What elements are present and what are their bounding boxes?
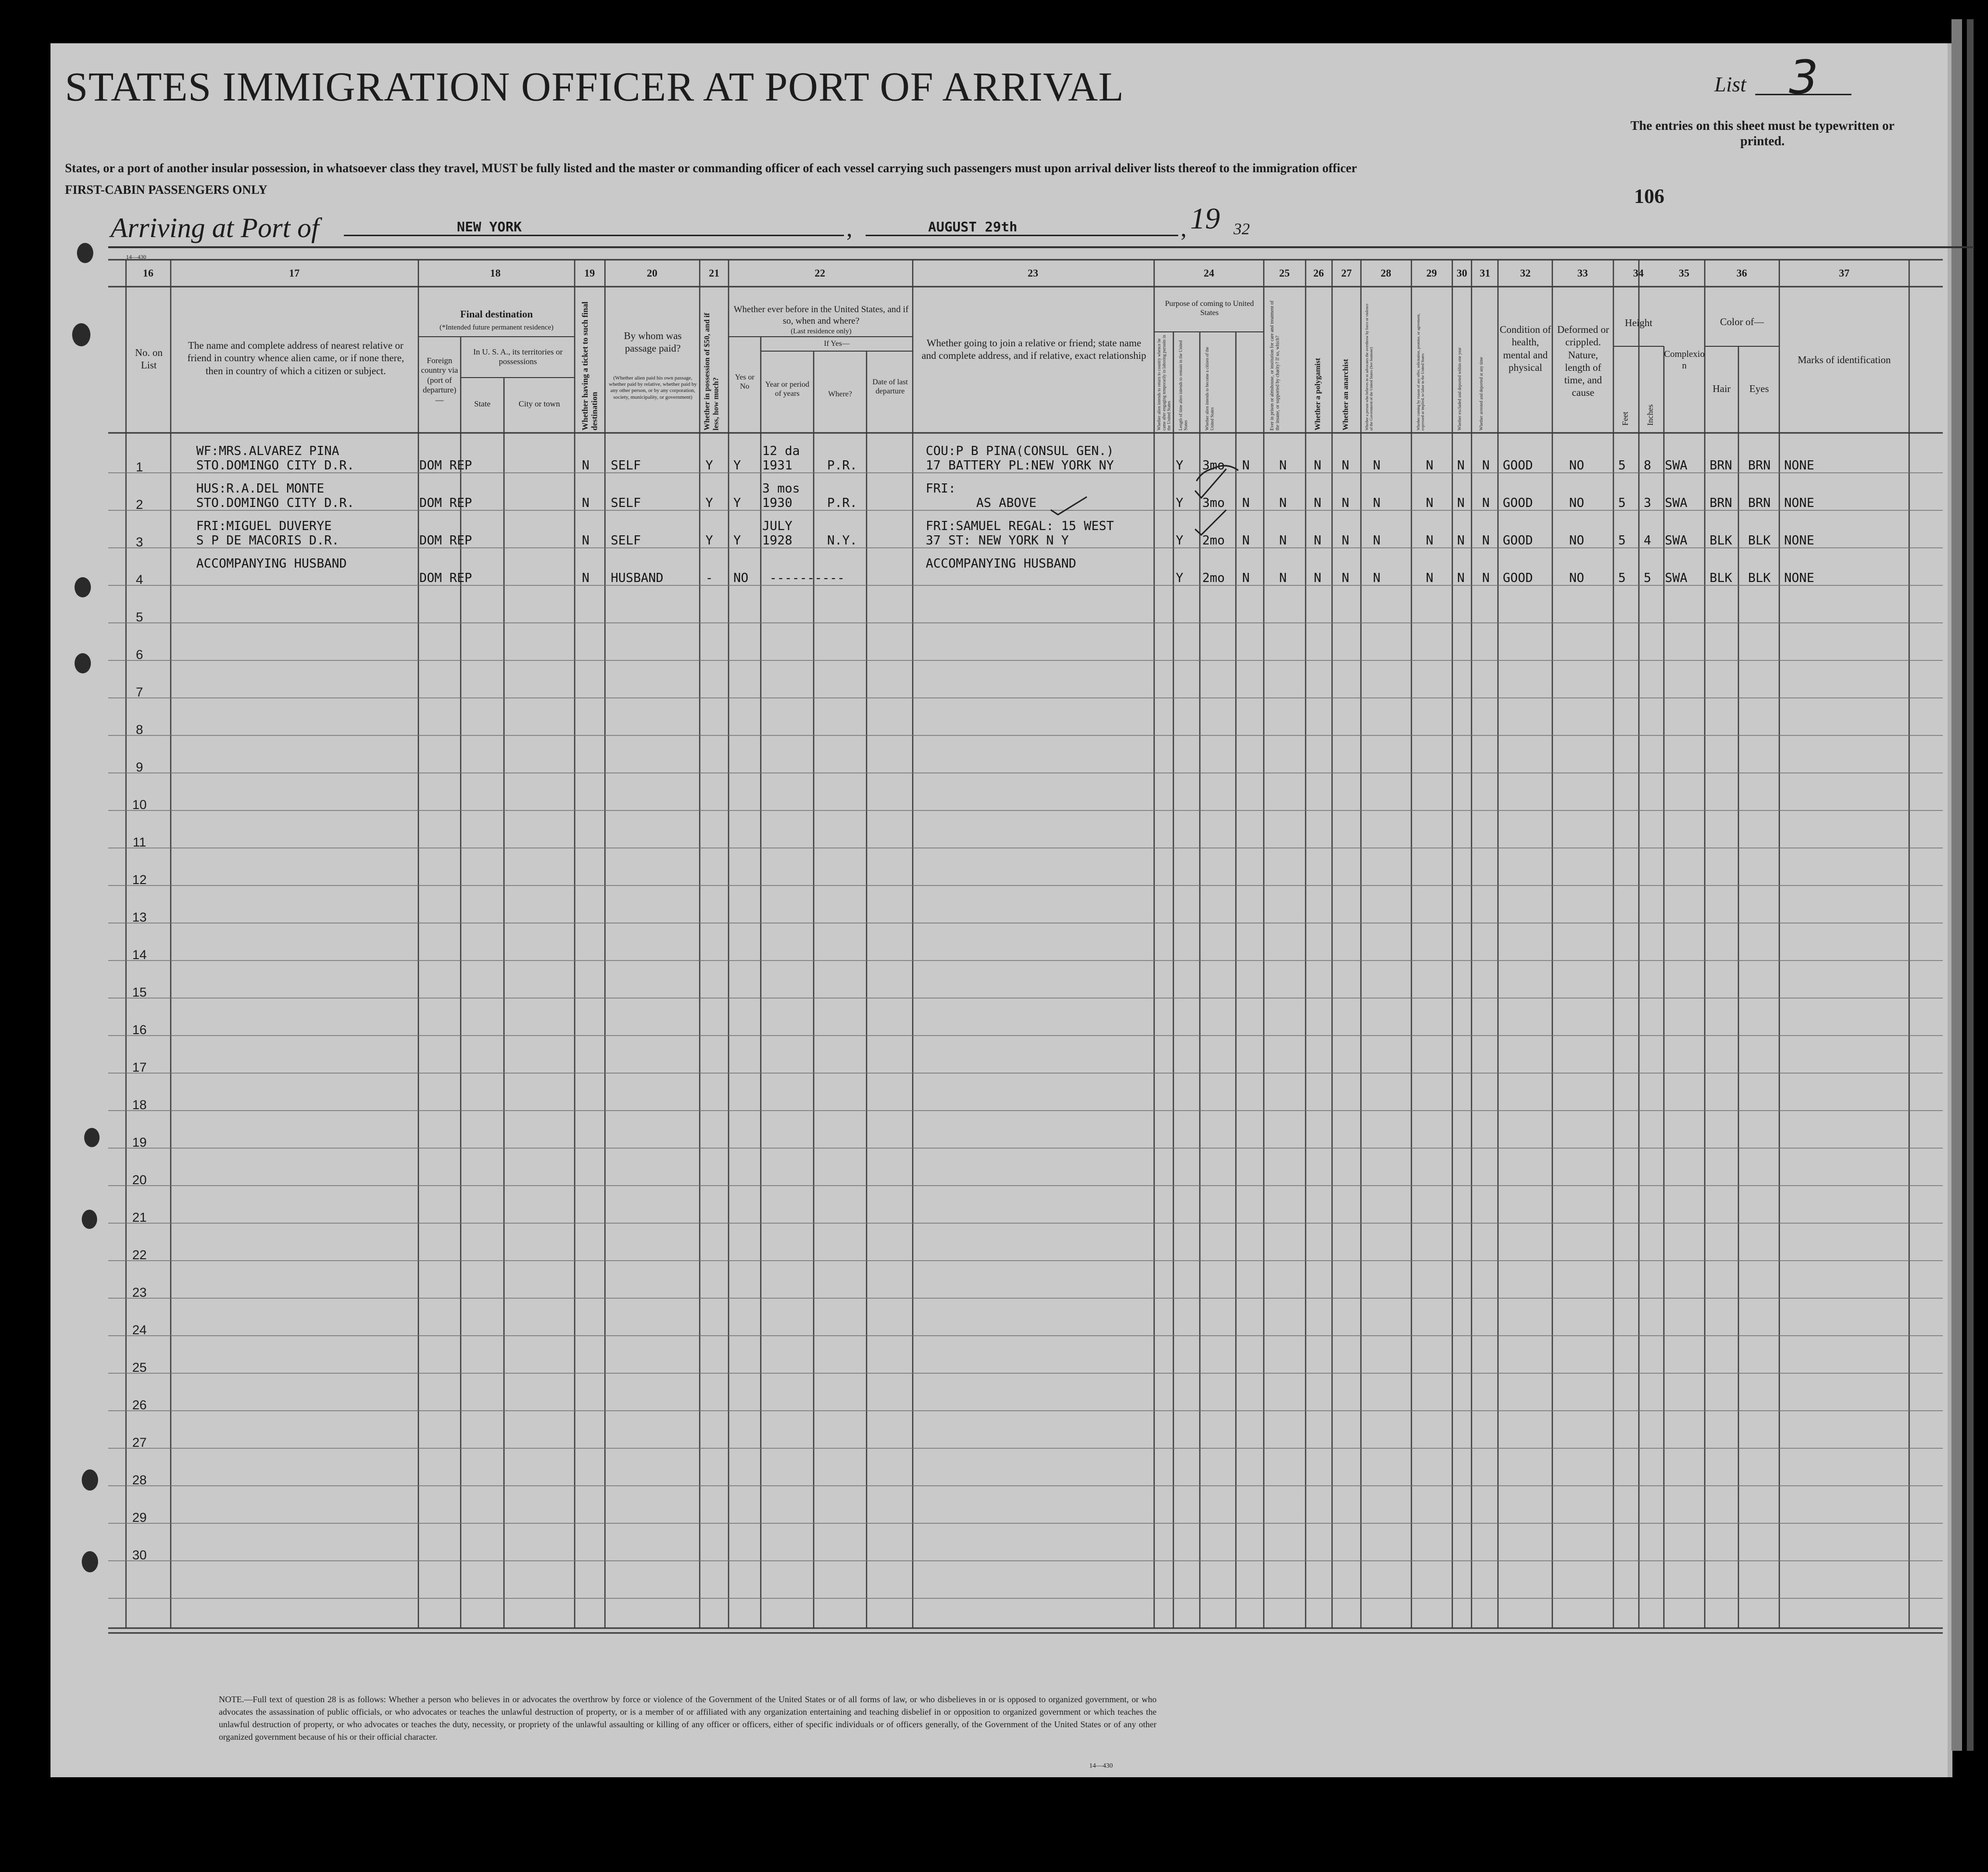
- entry-period-line2: ----------: [769, 571, 845, 585]
- check-marks: [1193, 447, 1260, 553]
- row-number: 12: [132, 873, 147, 887]
- row-number: 29: [132, 1510, 147, 1525]
- entry-p1: Y: [1176, 533, 1183, 548]
- entry-period-line2: 1930: [762, 496, 793, 510]
- entry-q28: N: [1373, 533, 1381, 548]
- entry-q27: N: [1342, 496, 1349, 510]
- entry-join-line2: 37 ST: NEW YORK N Y: [926, 533, 1069, 548]
- entry-join-line1: ACCOMPANYING HUSBAND: [926, 557, 1077, 571]
- header-possession-50: Whether in possession of $50, and if less, how much?: [703, 313, 720, 430]
- entry-deformed: NO: [1569, 458, 1585, 473]
- header-q28: Whether a person who believes in or advocates the overthrow by force or violence of the Government of the United States (See footnote): [1365, 304, 1374, 430]
- entry-health: GOOD: [1503, 496, 1533, 510]
- column-number: 37: [1839, 267, 1850, 279]
- header-feet: Feet: [1621, 411, 1630, 426]
- row-number: 15: [132, 985, 147, 999]
- header-purpose-citizen: Whether alien intends to become a citizen of the United States: [1205, 347, 1215, 430]
- row-number: 21: [132, 1210, 147, 1225]
- entry-complexion: SWA: [1665, 458, 1687, 473]
- row-number: 23: [132, 1285, 147, 1300]
- entry-where: P.R.: [827, 458, 857, 473]
- row-number: 25: [132, 1360, 147, 1375]
- header-anarchist: Whether an anarchist: [1342, 359, 1350, 430]
- comma: ,: [1181, 215, 1187, 241]
- column-number: 31: [1480, 267, 1490, 279]
- entry-q27: N: [1342, 458, 1349, 473]
- column-number: 36: [1736, 267, 1747, 279]
- list-number: 3: [1789, 51, 1819, 104]
- column-number: 20: [647, 267, 657, 279]
- corner-form-number: 14—430: [126, 253, 146, 260]
- entry-q25: N: [1279, 571, 1287, 585]
- class-line: FIRST-CABIN PASSENGERS ONLY: [65, 183, 267, 197]
- header-purpose: Purpose of coming to United States: [1165, 300, 1254, 317]
- entry-health: GOOD: [1503, 571, 1533, 585]
- entry-paid: SELF: [611, 496, 641, 510]
- entry-q26: N: [1314, 533, 1321, 548]
- entry-feet: 5: [1618, 496, 1626, 510]
- entry-q28: N: [1373, 571, 1381, 585]
- row-number: 26: [132, 1398, 147, 1412]
- date-value: AUGUST 29th: [928, 219, 1018, 235]
- row-number: 10: [132, 797, 147, 812]
- entry-deformed: NO: [1569, 496, 1585, 510]
- entry-q30: N: [1457, 533, 1465, 548]
- row-number: 20: [132, 1173, 147, 1187]
- header-prison: Ever in prison or almshouse, or institution for care and treatment of the insane, or supported by charity? If so, which?: [1270, 301, 1281, 430]
- entry-where: P.R.: [827, 496, 857, 510]
- entry-q27: N: [1342, 533, 1349, 548]
- column-number: 22: [815, 267, 825, 279]
- entry-q25: N: [1279, 458, 1287, 473]
- entry-p2: 3mo: [1202, 458, 1225, 473]
- header-year-or-period: Year or period of years: [765, 380, 809, 398]
- header-marks: Marks of identification: [1798, 354, 1891, 366]
- column-number: 25: [1279, 267, 1290, 279]
- entry-inches: 3: [1644, 496, 1651, 510]
- header-q31: Whether arrested and deported at any time: [1479, 357, 1484, 430]
- entry-p1: Y: [1176, 496, 1183, 510]
- row-number: 14: [132, 948, 147, 962]
- entry-dest: DOM REP: [419, 571, 472, 585]
- header-final-destination: Final destination: [460, 308, 533, 320]
- row-number: 5: [136, 610, 143, 624]
- entry-dest: DOM REP: [419, 533, 472, 548]
- entry-q29: N: [1426, 533, 1434, 548]
- entry-q29: N: [1426, 571, 1434, 585]
- entry-marks: NONE: [1784, 496, 1814, 510]
- header-hair: Hair: [1712, 383, 1731, 394]
- entry-eyes: BRN: [1748, 496, 1771, 510]
- entry-period-line1: 3 mos: [762, 481, 800, 496]
- entry-eyes: BRN: [1748, 458, 1771, 473]
- header-purpose-return: Whether alien intends to return to country whence he came after engaging temporarily in laboring pursuits in the United States: [1157, 335, 1171, 430]
- check-mark: [1048, 493, 1092, 517]
- port-value: NEW YORK: [457, 219, 522, 235]
- row-number: 24: [132, 1323, 147, 1337]
- entry-ticket: N: [582, 571, 590, 585]
- entry-complexion: SWA: [1665, 533, 1687, 548]
- entry-rel-line2: STO.DOMINGO CITY D.R.: [196, 458, 354, 473]
- header-passage-paid-note: (Whether alien paid his own passage, whether paid by relative, whether paid by any other person, or by any corporation, society, municipality, or government): [609, 375, 697, 400]
- entry-join-line1: COU:P B PINA(CONSUL GEN.): [926, 444, 1114, 458]
- entry-money: Y: [705, 458, 713, 473]
- entry-feet: 5: [1618, 533, 1626, 548]
- entry-p2: 3mo: [1202, 496, 1225, 510]
- entry-feet: 5: [1618, 458, 1626, 473]
- entry-inches: 5: [1644, 571, 1651, 585]
- entry-ticket: N: [582, 496, 590, 510]
- entry-marks: NONE: [1784, 533, 1814, 548]
- entry-dest: DOM REP: [419, 496, 472, 510]
- entry-q26: N: [1314, 571, 1321, 585]
- entry-q29: N: [1426, 458, 1434, 473]
- entry-q26: N: [1314, 458, 1321, 473]
- row-number: 30: [132, 1548, 147, 1562]
- header-city-or-town: City or town: [518, 399, 560, 408]
- header-yes-or-no: Yes or No: [735, 373, 755, 391]
- entry-before: Y: [733, 533, 741, 548]
- column-number: 29: [1426, 267, 1437, 279]
- entry-before: NO: [733, 571, 749, 585]
- row-number: 22: [132, 1248, 147, 1262]
- entry-q27: N: [1342, 571, 1349, 585]
- entry-ticket: N: [582, 533, 590, 548]
- entry-q25: N: [1279, 496, 1287, 510]
- column-number: 30: [1457, 267, 1467, 279]
- entry-rel-line1: WF:MRS.ALVAREZ PINA: [196, 444, 340, 458]
- form-number: 14—430: [1089, 1762, 1113, 1770]
- header-height: Height: [1624, 317, 1653, 329]
- entry-p3: N: [1242, 533, 1250, 548]
- row-number: 17: [132, 1060, 147, 1075]
- entry-inches: 8: [1644, 458, 1651, 473]
- entry-rel-line1: FRI:MIGUEL DUVERYE: [196, 519, 332, 533]
- entry-feet: 5: [1618, 571, 1626, 585]
- header-ticket: Whether having a ticket to such final destination: [580, 302, 599, 430]
- entry-period-line1: JULY: [762, 519, 793, 533]
- entry-q30: N: [1457, 571, 1465, 585]
- row-number: 18: [132, 1098, 147, 1112]
- entry-marks: NONE: [1784, 458, 1814, 473]
- entry-q30: N: [1457, 496, 1465, 510]
- year-prefix: 19: [1190, 202, 1220, 235]
- entry-q26: N: [1314, 496, 1321, 510]
- entry-join-line2: AS ABOVE: [976, 496, 1037, 510]
- entry-rel-line2: S P DE MACORIS D.R.: [196, 533, 340, 548]
- entry-where: N.Y.: [827, 533, 857, 548]
- header-purpose-length: Length of time alien intends to remain in the United States: [1178, 340, 1188, 430]
- entry-paid: SELF: [611, 458, 641, 473]
- entry-before: Y: [733, 496, 741, 510]
- entry-join-line2: 17 BATTERY PL:NEW YORK NY: [926, 458, 1114, 473]
- header-if-yes: If Yes—: [824, 340, 850, 348]
- entry-q29: N: [1426, 496, 1434, 510]
- entry-q30: N: [1457, 458, 1465, 473]
- page-title: STATES IMMIGRATION OFFICER AT PORT OF ARRIVAL: [65, 63, 1124, 110]
- instructions-text: States, or a port of another insular possession, in whatsoever class they travel, MUST be fully listed and the master or commanding officer of each vessel carrying such passengers must upon arrival deliver lists thereof to the immigration officer: [65, 161, 1357, 175]
- year-suffix: 32: [1233, 220, 1250, 238]
- entry-hair: BRN: [1710, 458, 1732, 473]
- header-nearest-relative: The name and complete address of nearest relative or friend in country whence alien came, or if none there, then in country of which a citizen or subject.: [187, 340, 404, 377]
- entry-money: -: [705, 571, 713, 585]
- entry-p3: N: [1242, 458, 1250, 473]
- comma: ,: [846, 215, 853, 241]
- entry-hair: BRN: [1710, 496, 1732, 510]
- entry-paid: SELF: [611, 533, 641, 548]
- column-number: 16: [143, 267, 153, 279]
- column-number: 24: [1204, 267, 1214, 279]
- header-no-on-list: No. on List: [135, 347, 163, 371]
- entry-q31: N: [1482, 533, 1490, 548]
- entry-q31: N: [1482, 496, 1490, 510]
- sheet-number: 106: [1634, 186, 1664, 208]
- header-color-of: Color of—: [1720, 316, 1764, 328]
- entry-join-line1: FRI:SAMUEL REGAL: 15 WEST: [926, 519, 1114, 533]
- entry-eyes: BLK: [1748, 533, 1771, 548]
- entry-p3: N: [1242, 571, 1250, 585]
- row-number: 8: [136, 722, 143, 737]
- entry-rel-line1: HUS:R.A.DEL MONTE: [196, 481, 325, 496]
- entry-rel-line1: ACCOMPANYING HUSBAND: [196, 557, 347, 571]
- row-number: 19: [132, 1135, 147, 1150]
- entry-dest: DOM REP: [419, 458, 472, 473]
- column-number: 33: [1577, 267, 1588, 279]
- header-where: Where?: [828, 390, 852, 398]
- row-number: 27: [132, 1435, 147, 1450]
- header-final-destination-note: (*Intended future permanent residence): [440, 324, 554, 331]
- header-date-last-departure: Date of last departure: [872, 378, 908, 396]
- header-complexion: Complexion: [1664, 349, 1705, 371]
- entry-join-line1: FRI:: [926, 481, 956, 496]
- header-q29: Whether coming by reason of any offer, solicitation, promise, or agreement, expressed or implied, to labor in the United States: [1416, 313, 1425, 430]
- header-in-usa: In U. S. A., its territories or possessions: [473, 347, 563, 367]
- column-number: 34: [1633, 267, 1644, 279]
- entry-q28: N: [1373, 496, 1381, 510]
- entry-ticket: N: [582, 458, 590, 473]
- entry-health: GOOD: [1503, 533, 1533, 548]
- header-ever-before: Whether ever before in the United States, and if so, when and where?: [733, 304, 909, 326]
- entries-note: The entries on this sheet must be typewritten or printed.: [1630, 118, 1895, 149]
- header-eyes: Eyes: [1749, 383, 1769, 394]
- entry-hair: BLK: [1710, 571, 1732, 585]
- column-number: 32: [1520, 267, 1531, 279]
- header-q30: Whether excluded and deported within one year: [1457, 347, 1462, 430]
- entry-hair: BLK: [1710, 533, 1732, 548]
- entry-q31: N: [1482, 571, 1490, 585]
- entry-q28: N: [1373, 458, 1381, 473]
- entry-q25: N: [1279, 533, 1287, 548]
- header-inches: Inches: [1646, 404, 1655, 426]
- row-number: 28: [132, 1473, 147, 1487]
- entry-deformed: NO: [1569, 571, 1585, 585]
- row-number: 7: [136, 685, 143, 699]
- header-foreign-country: Foreign country via (port of departure)—: [421, 356, 458, 405]
- entry-health: GOOD: [1503, 458, 1533, 473]
- column-number: 35: [1679, 267, 1689, 279]
- row-number: 16: [132, 1023, 147, 1037]
- header-joining-relative: Whether going to join a relative or friend; state name and complete address, and if relative, exact relationship: [921, 337, 1146, 362]
- entry-period-line2: 1931: [762, 458, 793, 473]
- entry-p2: 2mo: [1202, 533, 1225, 548]
- header-condition: Condition of health, mental and physical: [1499, 324, 1551, 373]
- row-number: 3: [136, 535, 143, 549]
- row-number: 9: [136, 760, 143, 774]
- column-number: 21: [709, 267, 719, 279]
- entry-complexion: SWA: [1665, 571, 1687, 585]
- column-number: 19: [584, 267, 595, 279]
- entry-p1: Y: [1176, 571, 1183, 585]
- entry-p3: N: [1242, 496, 1250, 510]
- entry-marks: NONE: [1784, 571, 1814, 585]
- row-number: 13: [132, 910, 147, 924]
- entry-complexion: SWA: [1665, 496, 1687, 510]
- column-number: 18: [490, 267, 501, 279]
- row-number: 6: [136, 647, 143, 662]
- column-number: 23: [1028, 267, 1038, 279]
- column-number: 28: [1381, 267, 1391, 279]
- entry-rel-line2: STO.DOMINGO CITY D.R.: [196, 496, 354, 510]
- entry-period-line2: 1928: [762, 533, 793, 548]
- entry-p1: Y: [1176, 458, 1183, 473]
- entry-deformed: NO: [1569, 533, 1585, 548]
- row-number: 1: [136, 460, 143, 474]
- header-deformed: Deformed or crippled. Nature, length of time, and cause: [1557, 324, 1609, 399]
- entry-money: Y: [705, 496, 713, 510]
- entry-inches: 4: [1644, 533, 1651, 548]
- entry-money: Y: [705, 533, 713, 548]
- column-number: 17: [289, 267, 300, 279]
- list-label: List: [1714, 73, 1747, 96]
- header-passage-paid: By whom was passage paid?: [624, 330, 682, 354]
- row-number: 2: [136, 497, 143, 512]
- entry-q31: N: [1482, 458, 1490, 473]
- entry-before: Y: [733, 458, 741, 473]
- header-last-residence: (Last residence only): [791, 328, 852, 335]
- row-number: 11: [132, 835, 147, 849]
- column-number: 26: [1313, 267, 1324, 279]
- header-polygamist: Whether a polygamist: [1314, 358, 1322, 430]
- entry-p2: 2mo: [1202, 571, 1225, 585]
- footnote-q28: NOTE.—Full text of question 28 is as follows: Whether a person who believes in or advocates the overthrow by force or violence of the Government of the United States or of all forms of law, or who disbelieves in or is opposed to organized government, or who advocates the assassination of public officials, or who advocates or teaches the unlawful destruction of property, or is a member of or affiliated with any organization entertaining and teaching disbelief in or opposition to organized government or which teaches the unlawful destruction of property, or who advocates or teaches the duty, necessity, or propriety of the unlawful assaulting or killing of any officer or officers, either of specific individuals or of officers generally, of the Government of the United States or of any other organized government because of his or their official character.: [219, 1695, 1157, 1742]
- entry-eyes: BLK: [1748, 571, 1771, 585]
- column-number: 27: [1341, 267, 1352, 279]
- entry-period-line1: 12 da: [762, 444, 800, 458]
- row-number: 4: [136, 572, 143, 587]
- header-state: State: [474, 399, 491, 408]
- entry-paid: HUSBAND: [611, 571, 664, 585]
- arriving-label: Arriving at Port of: [111, 212, 319, 243]
